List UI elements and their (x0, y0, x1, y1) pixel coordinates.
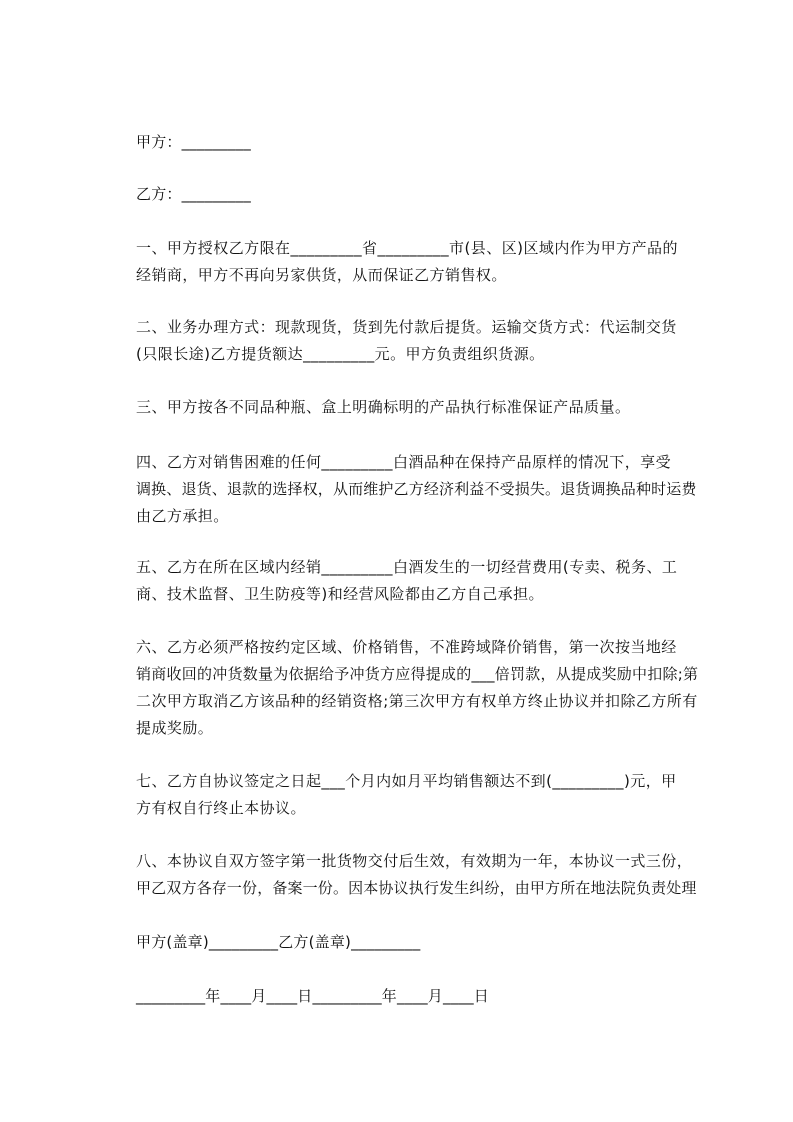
clause-5-line-2: 商、技术监督、卫生防疫等)和经营风险都由乙方自己承担。 (136, 585, 545, 603)
clause-2-line-1: 二、业务办理方式：现款现货，货到先付款后提货。运输交货方式：代运制交货 (136, 318, 677, 336)
party-b-line: 乙方：_________ (136, 185, 251, 203)
clause-5-line-1: 五、乙方在所在区域内经销_________白酒发生的一切经营费用(专卖、税务、工 (136, 558, 678, 576)
clause-7-line-1: 七、乙方自协议签定之日起___个月内如月平均销售额达不到(_________)元，甲 (136, 772, 677, 790)
clause-2-line-2: (只限长途)乙方提货额达_________元。甲方负责组织货源。 (136, 345, 545, 363)
clause-6-line-1: 六、乙方必须严格按约定区域、价格销售，不准跨域降价销售，第一次按当地经 (136, 638, 677, 656)
clause-8-line-2: 甲乙双方各存一份，备案一份。因本协议执行发生纠纷，由甲方所在地法院负责处理 (136, 879, 697, 897)
clause-8-line-1: 八、本协议自双方签字第一批货物交付后生效，有效期为一年，本协议一式三份， (136, 852, 693, 870)
clause-4-line-1: 四、乙方对销售困难的任何_________白酒品种在保持产品原样的情况下，享受 (136, 453, 672, 471)
clause-6-line-2: 销商收回的冲货数量为依据给予冲货方应得提成的___倍罚款，从提成奖励中扣除;第 (136, 665, 699, 683)
clause-6-line-3: 二次甲方取消乙方该品种的经销资格;第三次甲方有权单方终止协议并扣除乙方所有 (136, 692, 698, 710)
clause-1-line-1: 一、甲方授权乙方限在_________省_________市(县、区)区域内作为甲方产品的 (136, 239, 678, 257)
clause-6-line-4: 提成奖励。 (136, 719, 214, 737)
clause-7-line-2: 方有权自行终止本协议。 (136, 799, 306, 817)
signature-line: 甲方(盖章)_________乙方(盖章)_________ (136, 933, 421, 951)
clause-3-line-1: 三、甲方按各不同品种瓶、盒上明确标明的产品执行标准保证产品质量。 (136, 398, 631, 416)
clause-4-line-2: 调换、退货、退款的选择权，从而维护乙方经济利益不受损失。退货调换品种时运费 (136, 480, 697, 498)
clause-1-line-2: 经销商，甲方不再向另家供货，从而保证乙方销售权。 (136, 266, 507, 284)
party-a-line: 甲方：_________ (136, 133, 251, 151)
date-line: _________年____月____日_________年____月____日 (136, 987, 490, 1005)
clause-4-line-3: 由乙方承担。 (136, 507, 229, 525)
